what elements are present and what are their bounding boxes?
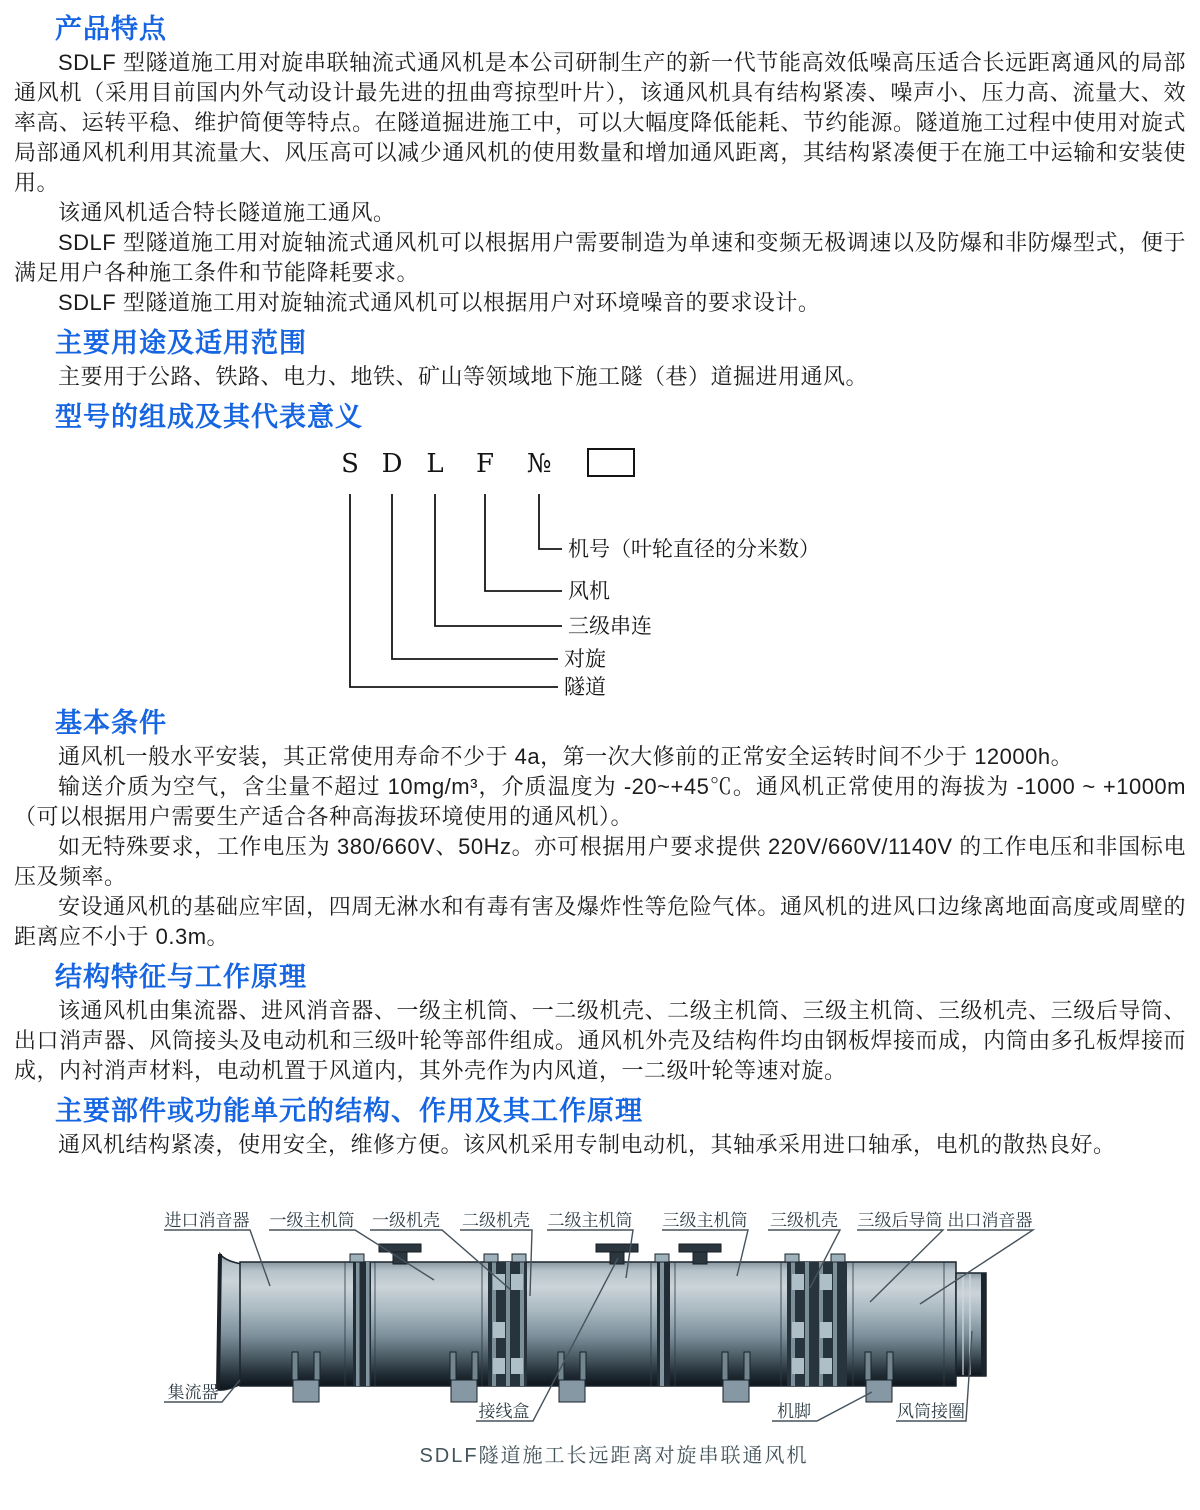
section-title-usage: 主要用途及适用范围: [55, 328, 307, 358]
fan-part-label: 三级后导筒: [857, 1211, 943, 1230]
fan-part-label: 出口消音器: [947, 1211, 1033, 1230]
parts-paragraph: 通风机结构紧凑，使用安全，维修方便。该风机采用专制电动机，其轴承采用进口轴承，电机的散热良好。: [58, 1132, 1116, 1157]
model-letter-no: №: [526, 449, 552, 479]
model-line-f: [485, 494, 562, 591]
junction-box: [379, 1244, 421, 1264]
model-line-no: [539, 494, 562, 549]
fan-part-label: 集流器: [167, 1383, 219, 1402]
features-paragraph-1: SDLF 型隧道施工用对旋串联轴流式通风机是本公司研制生产的新一代节能高效低噪高压适合长远距离通风的局部通风机（采用目前国内外气动设计最先进的扭曲弯掠型叶片），该通风机具有结构紧凑、噪声小、压力高、流量大、效率高、运转平稳、维护简便等特点。在隧道掘进施工中，可以大幅度降低能耗、节约能源。隧道施工过程中使用对旋式局部通风机利用其流量大、风压高可以减少通风机的使用数量和增加通风距离，其结构紧凑便于在施工中运输和安装使用。: [14, 50, 1186, 195]
fan-part-label: 机脚: [777, 1402, 811, 1421]
model-meaning-contra: 对旋: [564, 648, 606, 671]
fan-part-label: 二级机壳: [462, 1211, 530, 1230]
model-meaning-fan: 风机: [568, 580, 610, 603]
section-title-features: 产品特点: [55, 14, 167, 44]
model-meaning-series: 三级串连: [568, 615, 652, 638]
junction-box: [679, 1244, 721, 1264]
section-title-parts: 主要部件或功能单元的结构、作用及其工作原理: [55, 1096, 643, 1126]
outlet-duct-ring: [956, 1273, 986, 1376]
basic-paragraph-4: 安设通风机的基础应牢固，四周无淋水和有毒有害及爆炸性等危险气体。通风机的进风口边缘离地面高度或周壁的距离应不小于 0.3m。: [14, 894, 1186, 949]
fan-part-label: 一级机壳: [372, 1211, 440, 1230]
model-line-l: [435, 494, 562, 626]
model-composition-diagram: [14, 436, 1186, 698]
model-letter-f: F: [475, 449, 495, 479]
fan-part-label: 三级主机筒: [662, 1211, 748, 1230]
section-title-structure: 结构特征与工作原理: [55, 962, 307, 992]
section-title-basic: 基本条件: [55, 708, 167, 738]
junction-boxes: [379, 1244, 721, 1264]
flange-ring-3: [657, 1262, 670, 1386]
basic-paragraph-3: 如无特殊要求，工作电压为 380/660V、50Hz。亦可根据用户要求提供 220V/660V/1140V 的工作电压和非国标电压及频率。: [14, 834, 1186, 889]
flange-ring-1: [353, 1262, 371, 1386]
usage-paragraph: 主要用于公路、铁路、电力、地铁、矿山等领域地下施工隧（巷）道掘进用通风。: [58, 364, 869, 389]
structure-paragraph: 该通风机由集流器、进风消音器、一级主机筒、一二级机壳、二级主机筒、三级主机筒、三级机壳、三级后导筒、出口消声器、风筒接头及电动机和三级叶轮等部件组成。通风机外壳及结构件均由钢板焊接而成，内筒由多孔板焊接而成，内衬消声材料，电动机置于风道内，其外壳作为内风道，一二级叶轮等速对旋。: [14, 998, 1186, 1083]
model-number-box: [588, 449, 634, 476]
model-meaning-number: 机号（叶轮直径的分米数）: [568, 538, 820, 561]
fan-part-label: 接线盒: [478, 1402, 530, 1421]
fan-structure-diagram: [14, 1188, 1186, 1480]
basic-paragraph-2: 输送介质为空气，含尘量不超过 10mg/m³，介质温度为 -20~+45℃。通风机正常使用的海拔为 -1000 ~ +1000m（可以根据用户需要生产适合各种高海拔环境使用的通风机）。: [14, 774, 1186, 829]
model-letter-l: L: [426, 449, 444, 479]
fan-caption: SDLF隧道施工长远距离对旋串联通风机: [419, 1445, 809, 1467]
flange-cluster-2: [488, 1262, 527, 1386]
inlet-bell-edge: [218, 1254, 220, 1389]
model-meaning-tunnel: 隧道: [564, 676, 606, 698]
features-paragraph-2: 该通风机适合特长隧道施工通风。: [58, 200, 396, 225]
fan-part-label: 三级机壳: [770, 1211, 838, 1230]
fan-body: [240, 1262, 956, 1386]
fan-part-label: 一级主机筒: [269, 1211, 355, 1230]
section-title-model: 型号的组成及其代表意义: [55, 402, 363, 432]
fan-top-labels: [165, 1211, 1033, 1230]
fan-part-label: 二级主机筒: [547, 1211, 633, 1230]
basic-paragraph-1: 通风机一般水平安装，其正常使用寿命不少于 4a，第一次大修前的正常安全运转时间不少于 12000h。: [58, 744, 1074, 769]
flange-cluster-4: [787, 1262, 847, 1386]
model-letter-d: D: [381, 449, 403, 479]
fan-part-label: 进口消音器: [164, 1211, 250, 1230]
model-letter-s: S: [341, 449, 359, 479]
fan-part-label: 风筒接圈: [897, 1402, 965, 1421]
model-line-d: [392, 494, 558, 659]
flange-tabs: [350, 1254, 845, 1262]
features-paragraph-4: SDLF 型隧道施工用对旋轴流式通风机可以根据用户对环境噪音的要求设计。: [58, 290, 821, 315]
features-paragraph-3: SDLF 型隧道施工用对旋轴流式通风机可以根据用户需要制造为单速和变频无极调速以及防爆和非防爆型式，便于满足用户各种施工条件和节能降耗要求。: [14, 230, 1186, 285]
